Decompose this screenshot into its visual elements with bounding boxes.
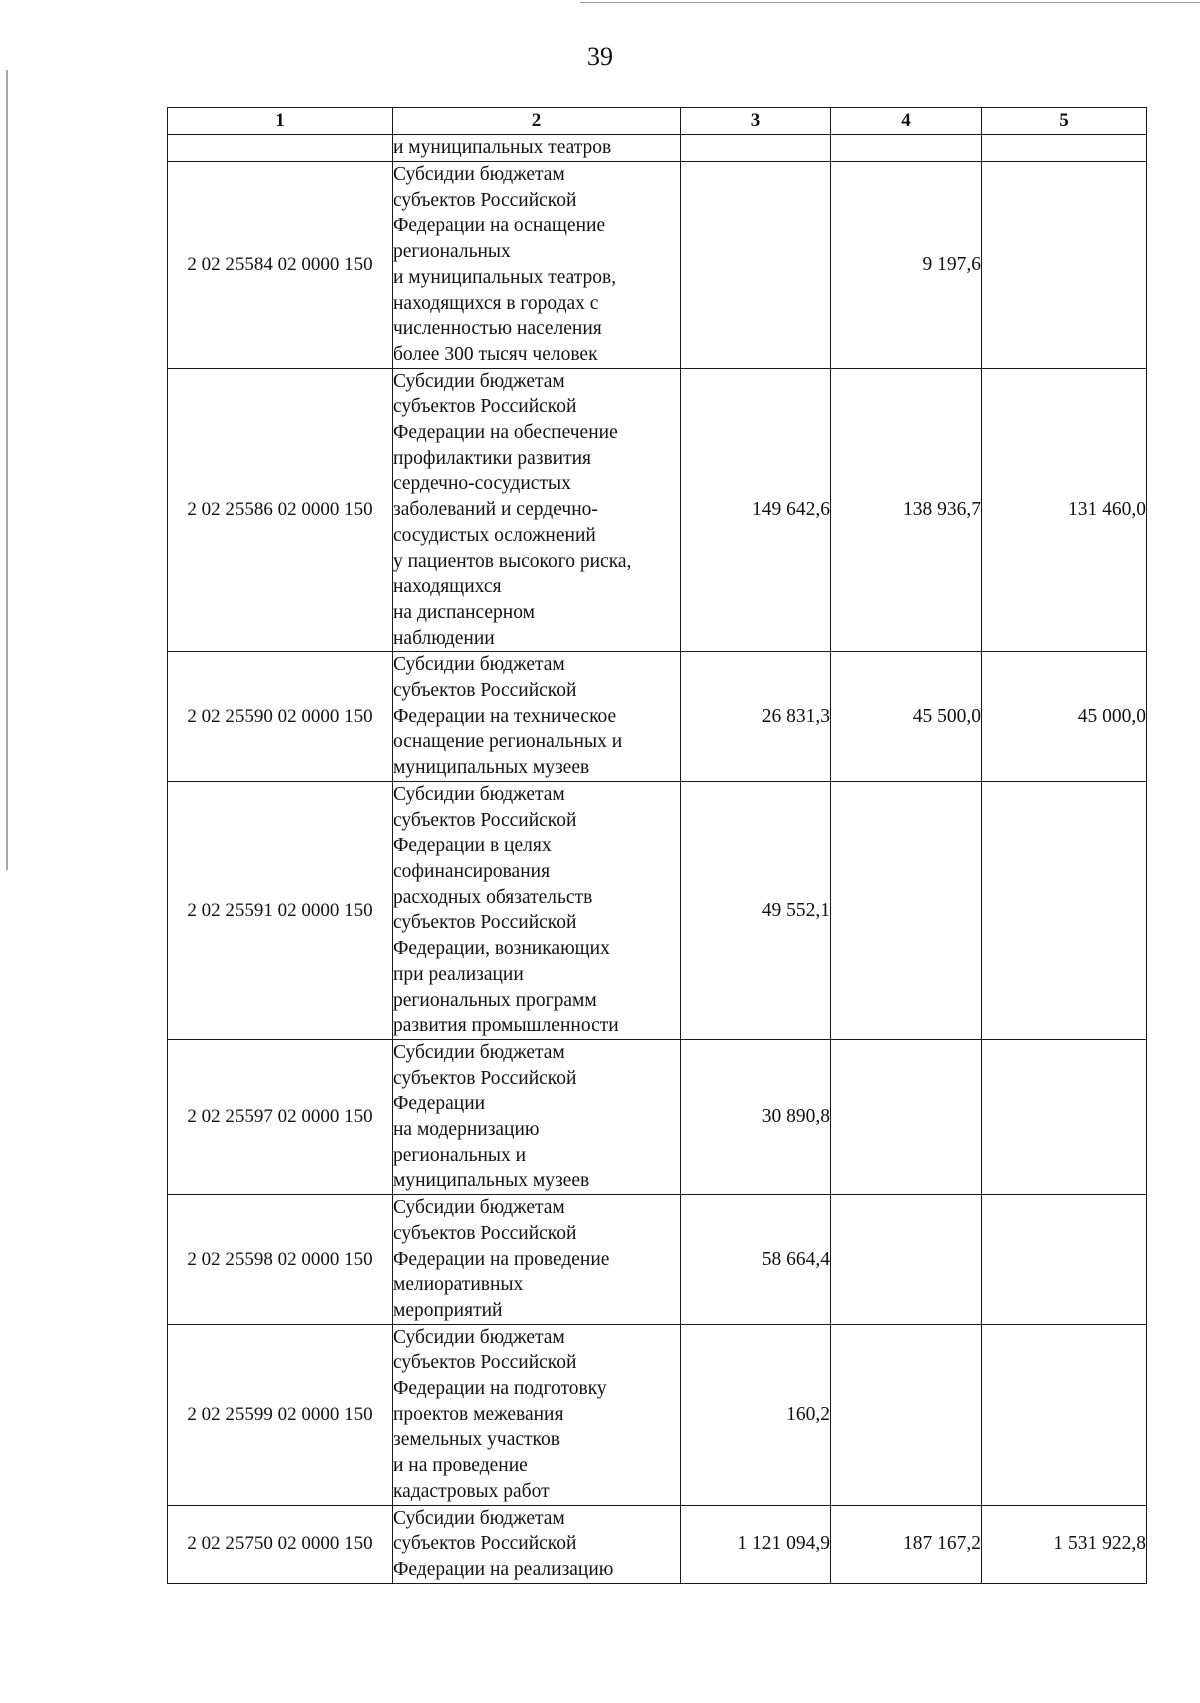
description-line: Субсидии бюджетам [393, 1197, 565, 1219]
description-line: Федерации на оснащение [393, 215, 606, 237]
value-cell-3: 49 552,1 [681, 781, 831, 1039]
description-cell [393, 368, 681, 652]
table-row [168, 162, 1147, 369]
page-number: 39 [587, 42, 613, 71]
table-row [168, 652, 1147, 782]
column-header-3: 3 [681, 108, 831, 135]
value-cell-4 [831, 135, 982, 162]
description-line: Федерации на техническое [393, 705, 617, 727]
description-line: оснащение региональных и [393, 731, 623, 753]
value-cell-3: 30 890,8 [681, 1039, 831, 1194]
description-line: земельных участков [393, 1429, 560, 1451]
description-line: Федерации в целях [393, 835, 552, 857]
description-line: Федерации [393, 1093, 486, 1115]
value-cell-4: 187 167,2 [831, 1505, 982, 1583]
value-cell-4 [831, 781, 982, 1039]
description-line: развития промышленности [393, 1015, 619, 1037]
code-cell: 2 02 25591 02 0000 150 [168, 781, 393, 1039]
value-cell-5 [982, 1324, 1147, 1505]
value-cell-5: 131 460,0 [982, 368, 1147, 652]
description-line: Субсидии бюджетам [393, 1507, 565, 1529]
value-cell-3: 58 664,4 [681, 1195, 831, 1325]
description-line: на диспансерном [393, 601, 535, 623]
table-row [168, 781, 1147, 1039]
code-cell [168, 135, 393, 162]
description-line: мероприятий [393, 1299, 503, 1321]
description-line: и муниципальных театров [393, 137, 612, 159]
scan-edge-line-left [6, 70, 8, 870]
description-line: проектов межевания [393, 1403, 564, 1425]
description-line: субъектов Российской [393, 1067, 577, 1089]
description-line: у пациентов высокого риска, [393, 550, 632, 572]
description-line: Субсидии бюджетам [393, 164, 565, 185]
table-row [168, 368, 1147, 652]
value-cell-5 [982, 162, 1147, 369]
description-line: Федерации на подготовку [393, 1378, 607, 1400]
description-cell [393, 135, 681, 162]
value-cell-5 [982, 1039, 1147, 1194]
description-line: Федерации, возникающих [393, 938, 610, 960]
description-line: и на проведение [393, 1455, 528, 1477]
code-cell: 2 02 25590 02 0000 150 [168, 652, 393, 782]
description-line: субъектов Российской [393, 1533, 577, 1555]
description-cell [393, 1505, 681, 1583]
value-cell-4 [831, 1195, 982, 1325]
description-line: на модернизацию [393, 1119, 540, 1141]
description-cell [393, 781, 681, 1039]
value-cell-3: 149 642,6 [681, 368, 831, 652]
description-line: расходных обязательств [393, 886, 593, 908]
description-line: Субсидии бюджетам [393, 783, 565, 805]
value-cell-4 [831, 1039, 982, 1194]
column-header-5: 5 [982, 108, 1147, 135]
code-cell: 2 02 25586 02 0000 150 [168, 368, 393, 652]
table-row [168, 1039, 1147, 1194]
description-line: численностью населения [393, 318, 602, 340]
description-line: Субсидии бюджетам [393, 370, 565, 392]
value-cell-3 [681, 162, 831, 369]
value-cell-5 [982, 135, 1147, 162]
description-line: находящихся в городах с [393, 292, 599, 314]
column-header-2: 2 [393, 108, 681, 135]
description-line: региональных [393, 241, 511, 263]
value-cell-5: 45 000,0 [982, 652, 1147, 782]
description-line: субъектов Российской [393, 912, 577, 934]
value-cell-4: 138 936,7 [831, 368, 982, 652]
description-cell [393, 1324, 681, 1505]
value-cell-3: 160,2 [681, 1324, 831, 1505]
table-row-continued [168, 135, 1147, 162]
code-cell: 2 02 25598 02 0000 150 [168, 1195, 393, 1325]
description-line: находящихся [393, 576, 502, 598]
description-line: Федерации на реализацию [393, 1558, 614, 1580]
description-line: сосудистых осложнений [393, 524, 596, 546]
description-line: субъектов Российской [393, 680, 577, 702]
description-line: субъектов Российской [393, 189, 577, 211]
description-line: заболеваний и сердечно- [393, 499, 598, 521]
column-header-1: 1 [168, 108, 393, 135]
description-line: сердечно-сосудистых [393, 473, 571, 495]
column-header-4: 4 [831, 108, 982, 135]
description-line: региональных и [393, 1144, 527, 1166]
table-row [168, 1195, 1147, 1325]
value-cell-5: 1 531 922,8 [982, 1505, 1147, 1583]
code-cell: 2 02 25584 02 0000 150 [168, 162, 393, 369]
description-line: более 300 тысяч человек [393, 343, 598, 365]
scan-edge-line-top [580, 2, 1200, 3]
value-cell-4: 45 500,0 [831, 652, 982, 782]
budget-table [167, 107, 1147, 1584]
description-line: Федерации на обеспечение [393, 422, 618, 444]
description-line: и муниципальных театров, [393, 266, 617, 288]
description-line: кадастровых работ [393, 1480, 550, 1502]
description-line: Субсидии бюджетам [393, 654, 565, 676]
description-line: муниципальных музеев [393, 757, 590, 779]
description-line: при реализации [393, 963, 524, 985]
description-line: муниципальных музеев [393, 1170, 590, 1192]
description-line: Субсидии бюджетам [393, 1041, 565, 1063]
description-cell [393, 162, 681, 369]
value-cell-5 [982, 1195, 1147, 1325]
description-line: наблюдении [393, 627, 495, 649]
description-cell [393, 1195, 681, 1325]
description-line: региональных программ [393, 989, 597, 1011]
description-line: Федерации на проведение [393, 1248, 610, 1270]
description-line: субъектов Российской [393, 1352, 577, 1374]
description-cell [393, 1039, 681, 1194]
code-cell: 2 02 25597 02 0000 150 [168, 1039, 393, 1194]
value-cell-4: 9 197,6 [831, 162, 982, 369]
value-cell-4 [831, 1324, 982, 1505]
description-line: мелиоративных [393, 1274, 524, 1296]
description-line: софинансирования [393, 860, 551, 882]
value-cell-3: 26 831,3 [681, 652, 831, 782]
description-line: субъектов Российской [393, 396, 577, 418]
description-line: субъектов Российской [393, 809, 577, 831]
code-cell: 2 02 25750 02 0000 150 [168, 1505, 393, 1583]
description-line: субъектов Российской [393, 1222, 577, 1244]
description-line: Субсидии бюджетам [393, 1326, 565, 1348]
value-cell-3 [681, 135, 831, 162]
description-line: профилактики развития [393, 447, 592, 469]
value-cell-3: 1 121 094,9 [681, 1505, 831, 1583]
table-row [168, 1324, 1147, 1505]
value-cell-5 [982, 781, 1147, 1039]
table-row [168, 1505, 1147, 1583]
code-cell: 2 02 25599 02 0000 150 [168, 1324, 393, 1505]
description-cell [393, 652, 681, 782]
table-header-row [168, 108, 1147, 135]
